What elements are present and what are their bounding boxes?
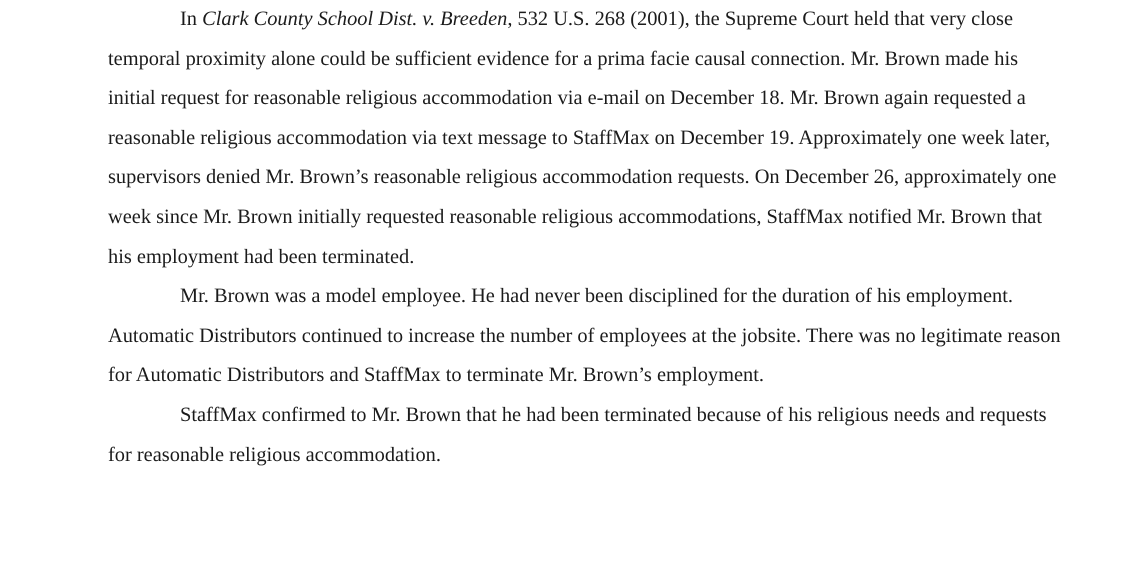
paragraph-model-employee: Mr. Brown was a model employee. He had never been disciplined for the duration of his employment. Automatic Distributors continued to increase the number of employees at the jobsite. There was no legitimate reason for Automatic Distributors and StaffMax to terminate Mr. Brown’s employment. <box>108 285 1061 387</box>
document-body <box>108 0 1068 475</box>
paragraph-text: , 532 U.S. 268 (2001), the Supreme Court held that very close temporal proximity alone could be sufficient evidence for a prima facie causal connection. Mr. Brown made his initial request for reasonable religious accommodation via e-mail on December 18. Mr. Brown again requested a reasonable religious accommodation via text message to StaffMax on December 19. Approximately one week later, supervisors denied Mr. Brown’s reasonable religious accommodation requests. On December 26, approximately one week since Mr. Brown initially requested reasonable religious accommodations, StaffMax notified Mr. Brown that his employment had been terminated. <box>108 8 1057 268</box>
case-citation-name: Clark County School Dist. v. Breeden <box>202 8 508 30</box>
paragraph-lead: In <box>180 8 203 30</box>
paragraph-breeden <box>108 0 1068 277</box>
paragraph-staffmax-confirmed: StaffMax confirmed to Mr. Brown that he had been terminated because of his religious needs and requests for reasonable religious accommodation. <box>108 403 1047 466</box>
